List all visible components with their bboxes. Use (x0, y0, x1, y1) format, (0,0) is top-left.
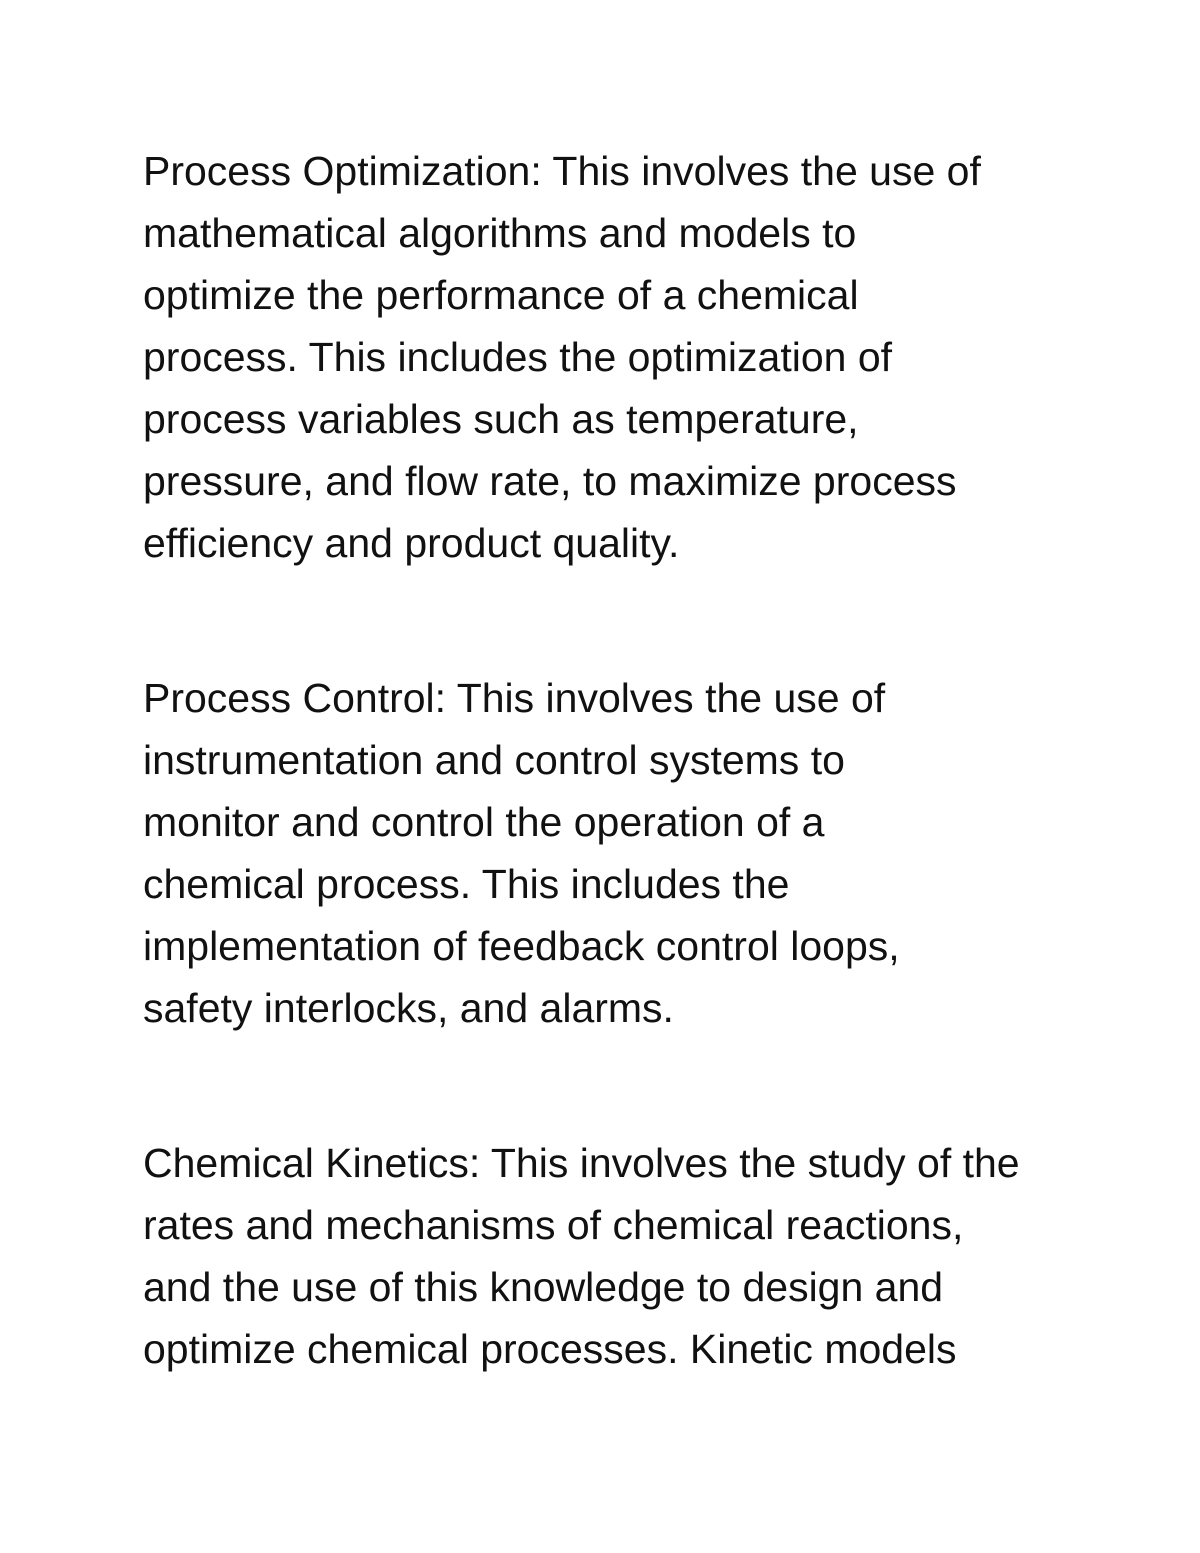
paragraph-process-optimization (143, 140, 1083, 574)
text-line: optimize the performance of a chemical (143, 272, 859, 318)
text-line: pressure, and flow rate, to maximize process (143, 458, 957, 504)
text-line: implementation of feedback control loops, (143, 923, 900, 969)
paragraph-process-control (143, 667, 1083, 1039)
text-line: process variables such as temperature, (143, 396, 859, 442)
paragraph-chemical-kinetics (143, 1132, 1083, 1380)
text-line: instrumentation and control systems to (143, 737, 845, 783)
text-line: chemical process. This includes the (143, 861, 790, 907)
text-line: mathematical algorithms and models to (143, 210, 857, 256)
text-line: optimize chemical processes. Kinetic models (143, 1326, 957, 1372)
text-line: efficiency and product quality. (143, 520, 680, 566)
text-line: monitor and control the operation of a (143, 799, 825, 845)
text-line: rates and mechanisms of chemical reactions, (143, 1202, 964, 1248)
text-line: process. This includes the optimization of (143, 334, 893, 380)
text-line: Process Control: This involves the use of (143, 675, 886, 721)
text-line: Process Optimization: This involves the use of (143, 148, 981, 194)
text-line: safety interlocks, and alarms. (143, 985, 674, 1031)
text-line: and the use of this knowledge to design and (143, 1264, 944, 1310)
text-line: Chemical Kinetics: This involves the study of the (143, 1140, 1020, 1186)
